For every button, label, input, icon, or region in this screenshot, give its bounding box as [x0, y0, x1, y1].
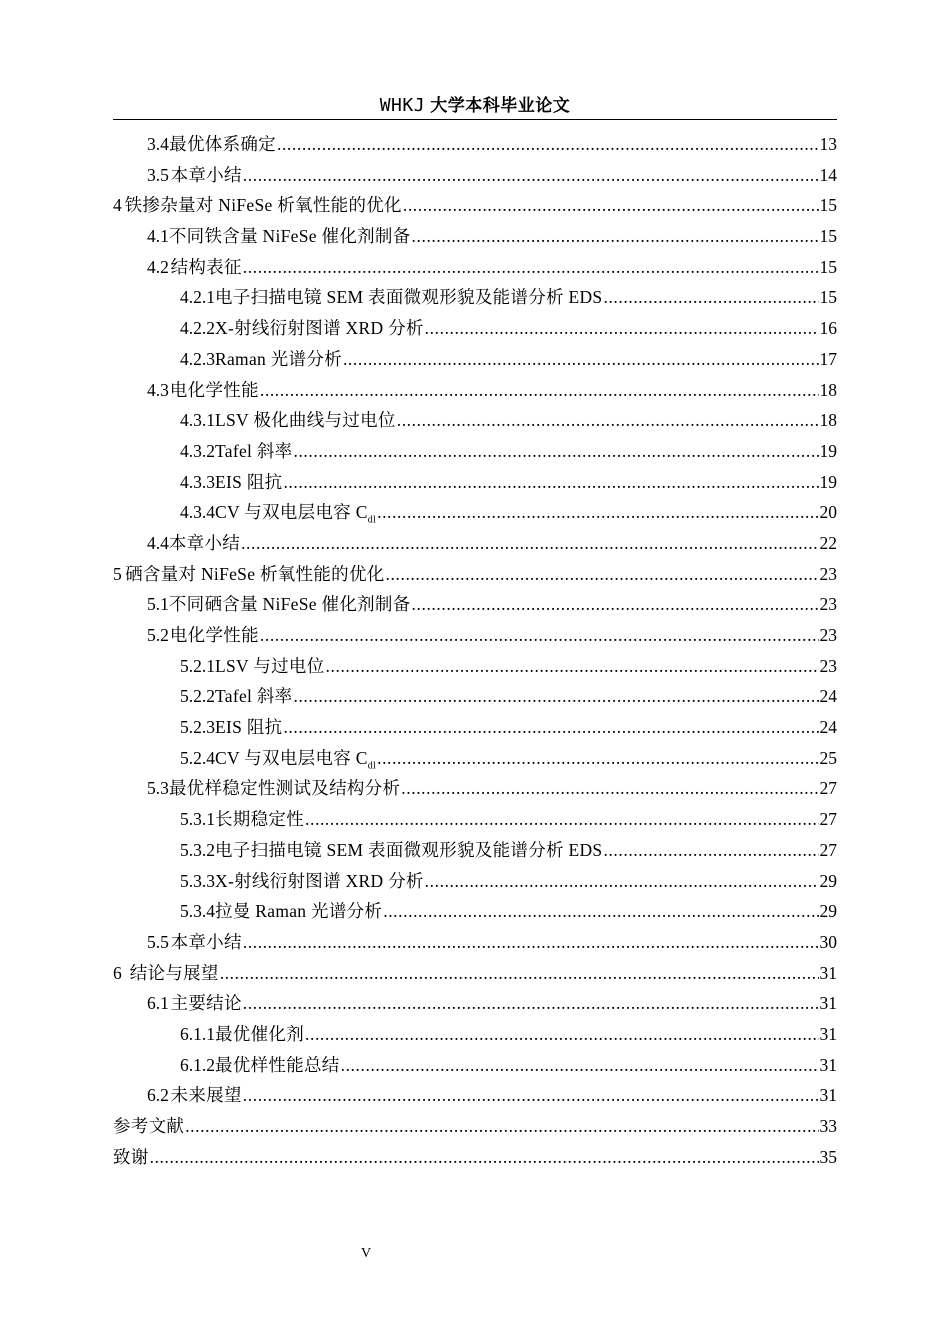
- dot-leader: [241, 528, 818, 559]
- toc-entry-title-text: 最优催化剂: [215, 1023, 304, 1044]
- toc-entry-title: [215, 282, 602, 313]
- toc-entry-page: 19: [819, 440, 837, 461]
- header-rule: [113, 119, 837, 120]
- toc-entry[interactable]: [113, 958, 837, 989]
- toc-entry-page: 31: [819, 1054, 837, 1075]
- dot-leader: [403, 190, 819, 221]
- toc-entry-number: 4.1: [147, 226, 169, 247]
- dot-leader: [185, 1111, 818, 1142]
- toc-entry-number: 5.3.3: [180, 870, 215, 891]
- dot-leader: [293, 681, 818, 712]
- toc-entry-number: 5.3.4: [180, 901, 215, 922]
- toc-entry-title: [113, 1111, 184, 1142]
- toc-entry[interactable]: [113, 589, 837, 620]
- header-brand: WHKJ: [379, 95, 426, 116]
- toc-entry-title: [125, 190, 402, 221]
- dot-leader: [243, 927, 819, 958]
- toc-entry-page: 23: [819, 594, 837, 615]
- toc-entry-page: 20: [819, 502, 837, 523]
- dot-leader: [220, 958, 819, 989]
- dot-leader: [377, 497, 818, 528]
- toc-entry-title-text: Tafel 斜率: [215, 440, 293, 461]
- toc-entry-number: 4.2: [147, 256, 169, 277]
- dot-leader: [277, 129, 819, 160]
- toc-entry[interactable]: [113, 497, 837, 528]
- toc-entry-page: 31: [819, 993, 837, 1014]
- toc-entry-title-text: Raman 光谱分析: [215, 348, 342, 369]
- toc-entry[interactable]: [113, 896, 837, 927]
- toc-entry-page: 31: [819, 1023, 837, 1044]
- table-of-contents: [113, 129, 837, 1172]
- toc-entry-page: 19: [819, 471, 837, 492]
- toc-entry-page: 29: [819, 901, 837, 922]
- toc-entry[interactable]: [113, 835, 837, 866]
- toc-entry-title-text: CV 与双电层电容 C: [215, 502, 368, 523]
- toc-entry-title-text: Tafel 斜率: [215, 686, 293, 707]
- dot-leader: [425, 866, 819, 897]
- toc-entry-title: [171, 927, 242, 958]
- toc-entry-number: 5.2.1: [180, 655, 215, 676]
- toc-entry[interactable]: [113, 129, 837, 160]
- toc-entry-number: 5.1: [147, 594, 169, 615]
- toc-entry-page: 23: [819, 563, 837, 584]
- toc-entry-title: [171, 252, 242, 283]
- toc-entry[interactable]: [113, 252, 837, 283]
- toc-entry-title: [169, 221, 411, 252]
- toc-entry[interactable]: [113, 1019, 837, 1050]
- toc-entry-page: 24: [819, 686, 837, 707]
- toc-entry-title-text: 最优样稳定性测试及结构分析: [168, 778, 401, 799]
- toc-entry-number: 6.1.2: [180, 1054, 215, 1075]
- toc-entry[interactable]: [113, 375, 837, 406]
- toc-entry-number: 4.2.3: [180, 348, 215, 369]
- toc-entry-number: 3.4: [147, 134, 169, 154]
- toc-entry-title-text: X-射线衍射图谱 XRD 分析: [215, 318, 424, 339]
- toc-entry-number: 5.5: [147, 931, 169, 952]
- toc-entry-title: [169, 589, 411, 620]
- toc-entry-page: 25: [819, 747, 837, 768]
- toc-entry-title-text: 电子扫描电镜 SEM 表面微观形貌及能谱分析 EDS: [215, 287, 603, 308]
- toc-entry[interactable]: [113, 773, 837, 804]
- toc-entry[interactable]: [113, 927, 837, 958]
- toc-entry-title-text: LSV 极化曲线与过电位: [215, 410, 396, 431]
- dot-leader: [150, 1142, 819, 1173]
- toc-entry[interactable]: [113, 528, 837, 559]
- toc-entry-page: 13: [819, 134, 837, 154]
- toc-entry-title: [169, 773, 400, 804]
- toc-entry[interactable]: [113, 160, 837, 191]
- toc-entry-title: [215, 344, 342, 375]
- toc-entry-number: 5.2.2: [180, 686, 215, 707]
- dot-leader: [377, 743, 818, 774]
- toc-entry-number: 5.3.2: [180, 839, 215, 860]
- dot-leader: [603, 282, 818, 313]
- toc-entry-title-text: 本章小结: [170, 931, 242, 952]
- toc-entry-page: 16: [819, 318, 837, 339]
- toc-entry-page: 27: [819, 809, 837, 830]
- toc-entry-number: 4.3.3: [180, 471, 215, 492]
- dot-leader: [305, 1019, 819, 1050]
- toc-entry-title-text: 未来展望: [170, 1085, 242, 1106]
- toc-entry[interactable]: [113, 1111, 837, 1142]
- toc-entry-title: [130, 958, 219, 989]
- toc-entry-number: 4.3.2: [180, 440, 215, 461]
- toc-entry-title: [215, 313, 424, 344]
- dot-leader: [243, 988, 819, 1019]
- toc-entry-page: 31: [819, 1085, 837, 1106]
- dot-leader: [293, 436, 818, 467]
- toc-entry-title-text: 本章小结: [170, 164, 242, 185]
- toc-entry-title: [215, 712, 282, 743]
- dot-leader: [326, 651, 819, 682]
- toc-entry-number: 6.1.1: [180, 1023, 215, 1044]
- toc-entry-title: [215, 436, 292, 467]
- toc-entry-title: [215, 804, 304, 835]
- toc-entry-title-text: 参考文献: [113, 1116, 185, 1136]
- toc-entry[interactable]: [113, 282, 837, 313]
- toc-entry-page: 33: [819, 1116, 837, 1136]
- running-header: [113, 93, 837, 119]
- dot-leader: [412, 221, 819, 252]
- toc-entry-title-text: EIS 阻抗: [215, 717, 283, 738]
- dot-leader: [283, 467, 818, 498]
- toc-entry[interactable]: [113, 804, 837, 835]
- toc-entry-page: 22: [819, 532, 837, 553]
- toc-entry-page: 27: [819, 839, 837, 860]
- toc-entry-number: 6.2: [147, 1085, 169, 1106]
- toc-entry-number: 4.3: [147, 379, 169, 400]
- toc-entry-subscript: dl: [367, 760, 377, 772]
- toc-entry-title: [125, 559, 384, 590]
- toc-entry-title: [215, 405, 396, 436]
- toc-entry-number: 5.2: [147, 625, 169, 645]
- toc-entry[interactable]: [113, 436, 837, 467]
- toc-entry-title-text: 长期稳定性: [215, 809, 304, 830]
- toc-entry[interactable]: [113, 467, 837, 498]
- toc-entry[interactable]: [113, 712, 837, 743]
- toc-entry-number: 4.2.2: [180, 318, 215, 339]
- toc-entry[interactable]: [113, 1080, 837, 1111]
- toc-entry-title-text: 电子扫描电镜 SEM 表面微观形貌及能谱分析 EDS: [215, 839, 603, 860]
- dot-leader: [283, 712, 818, 743]
- toc-entry-title-text: 不同硒含量 NiFeSe 催化剂制备: [168, 594, 411, 615]
- toc-entry-number: 5.2.3: [180, 717, 215, 738]
- toc-entry[interactable]: [113, 190, 837, 221]
- toc-entry[interactable]: [113, 344, 837, 375]
- toc-entry-title-text: 结论与展望: [129, 962, 219, 983]
- toc-entry-page: 27: [819, 778, 837, 799]
- toc-entry[interactable]: [113, 313, 837, 344]
- toc-entry-number: 4.4: [147, 532, 169, 553]
- toc-entry-title: [215, 866, 424, 897]
- toc-entry-title-text: 最优体系确定: [169, 134, 276, 154]
- toc-entry-page: 35: [819, 1146, 837, 1167]
- toc-entry-page: 18: [819, 410, 837, 431]
- toc-entry-page: 29: [819, 870, 837, 891]
- dot-leader: [260, 620, 819, 651]
- toc-entry-title: [170, 375, 259, 406]
- page-number: V: [360, 1246, 372, 1261]
- toc-entry-number: 4.3.4: [180, 502, 215, 523]
- toc-entry-title-text: 不同铁含量 NiFeSe 催化剂制备: [168, 226, 411, 247]
- toc-entry[interactable]: [113, 1050, 837, 1081]
- toc-entry-title-text: 本章小结: [168, 532, 241, 553]
- dot-leader: [412, 589, 819, 620]
- toc-entry-title: [215, 1050, 340, 1081]
- toc-entry-title-text: LSV 与过电位: [215, 655, 325, 676]
- toc-entry-page: 23: [819, 625, 837, 645]
- toc-entry-page: 18: [819, 379, 837, 400]
- toc-entry-title: [113, 1142, 149, 1173]
- toc-entry-title-text: X-射线衍射图谱 XRD 分析: [215, 870, 424, 891]
- toc-entry-title-text: 铁掺杂量对 NiFeSe 析氧性能的优化: [124, 195, 402, 216]
- toc-entry-title: [215, 835, 602, 866]
- toc-entry-number: 5: [113, 563, 122, 584]
- dot-leader: [603, 835, 818, 866]
- toc-entry-page: 23: [819, 655, 837, 676]
- toc-entry[interactable]: [113, 743, 837, 774]
- toc-entry-number: 4.3.1: [180, 410, 215, 431]
- dot-leader: [243, 160, 819, 191]
- toc-entry-title-text: 电化学性能: [169, 379, 259, 400]
- toc-entry-number: 4: [113, 195, 122, 216]
- dot-leader: [341, 1050, 819, 1081]
- toc-entry-page: 15: [819, 195, 837, 216]
- dot-leader: [401, 773, 818, 804]
- toc-entry-title-text: 致谢: [113, 1146, 149, 1167]
- dot-leader: [243, 1080, 819, 1111]
- toc-entry-number: 5.3.1: [180, 809, 215, 830]
- toc-entry-page: 15: [819, 287, 837, 308]
- toc-entry-title-text: 最优样性能总结: [215, 1054, 340, 1075]
- dot-leader: [383, 896, 818, 927]
- toc-entry-number: 6.1: [147, 993, 169, 1014]
- toc-entry-page: 15: [819, 256, 837, 277]
- dot-leader: [397, 405, 819, 436]
- toc-entry-page: 17: [819, 348, 837, 369]
- toc-entry-title-text: 结构表征: [170, 256, 242, 277]
- toc-entry-number: 4.2.1: [180, 287, 215, 308]
- toc-entry[interactable]: [113, 559, 837, 590]
- toc-entry-title: [215, 896, 382, 927]
- toc-entry[interactable]: [113, 1142, 837, 1173]
- toc-entry-subscript: dl: [367, 514, 377, 526]
- toc-entry-number: 5.3: [147, 778, 169, 799]
- toc-entry-title-text: CV 与双电层电容 C: [215, 747, 368, 768]
- toc-entry-title-text: 拉曼 Raman 光谱分析: [215, 901, 383, 922]
- toc-entry-title-text: EIS 阻抗: [215, 471, 283, 492]
- toc-entry-title-text: 主要结论: [170, 993, 242, 1014]
- dot-leader: [243, 252, 819, 283]
- toc-entry-title: [171, 1080, 242, 1111]
- toc-entry[interactable]: [113, 620, 837, 651]
- toc-entry-page: 30: [819, 931, 837, 952]
- header-title: 大学本科毕业论文: [430, 96, 571, 116]
- dot-leader: [305, 804, 819, 835]
- toc-entry[interactable]: [113, 221, 837, 252]
- toc-entry-title: [215, 681, 292, 712]
- toc-entry-title: [169, 528, 240, 559]
- toc-entry[interactable]: [113, 651, 837, 682]
- dot-leader: [343, 344, 819, 375]
- toc-entry[interactable]: [113, 681, 837, 712]
- toc-entry-page: 15: [819, 226, 837, 247]
- toc-entry-title: [171, 988, 242, 1019]
- toc-entry-title: [170, 620, 259, 651]
- toc-entry-title: [215, 1019, 304, 1050]
- dot-leader: [425, 313, 819, 344]
- toc-entry-title: [171, 160, 242, 191]
- dot-leader: [386, 559, 819, 590]
- toc-entry-number: 3.5: [147, 164, 169, 185]
- toc-entry-number: 6: [113, 962, 122, 983]
- toc-entry-title: [169, 129, 276, 160]
- dot-leader: [260, 375, 819, 406]
- toc-entry-title-text: 电化学性能: [169, 625, 259, 645]
- toc-entry[interactable]: [113, 866, 837, 897]
- toc-entry[interactable]: [113, 405, 837, 436]
- toc-entry-page: 14: [819, 164, 837, 185]
- toc-entry[interactable]: [113, 988, 837, 1019]
- toc-entry-number: 5.2.4: [180, 747, 215, 768]
- toc-entry-page: 31: [819, 962, 837, 983]
- toc-entry-title-text: 硒含量对 NiFeSe 析氧性能的优化: [125, 563, 385, 584]
- toc-entry-page: 24: [819, 717, 837, 738]
- toc-entry-title: [215, 651, 325, 682]
- toc-entry-title: [215, 467, 282, 498]
